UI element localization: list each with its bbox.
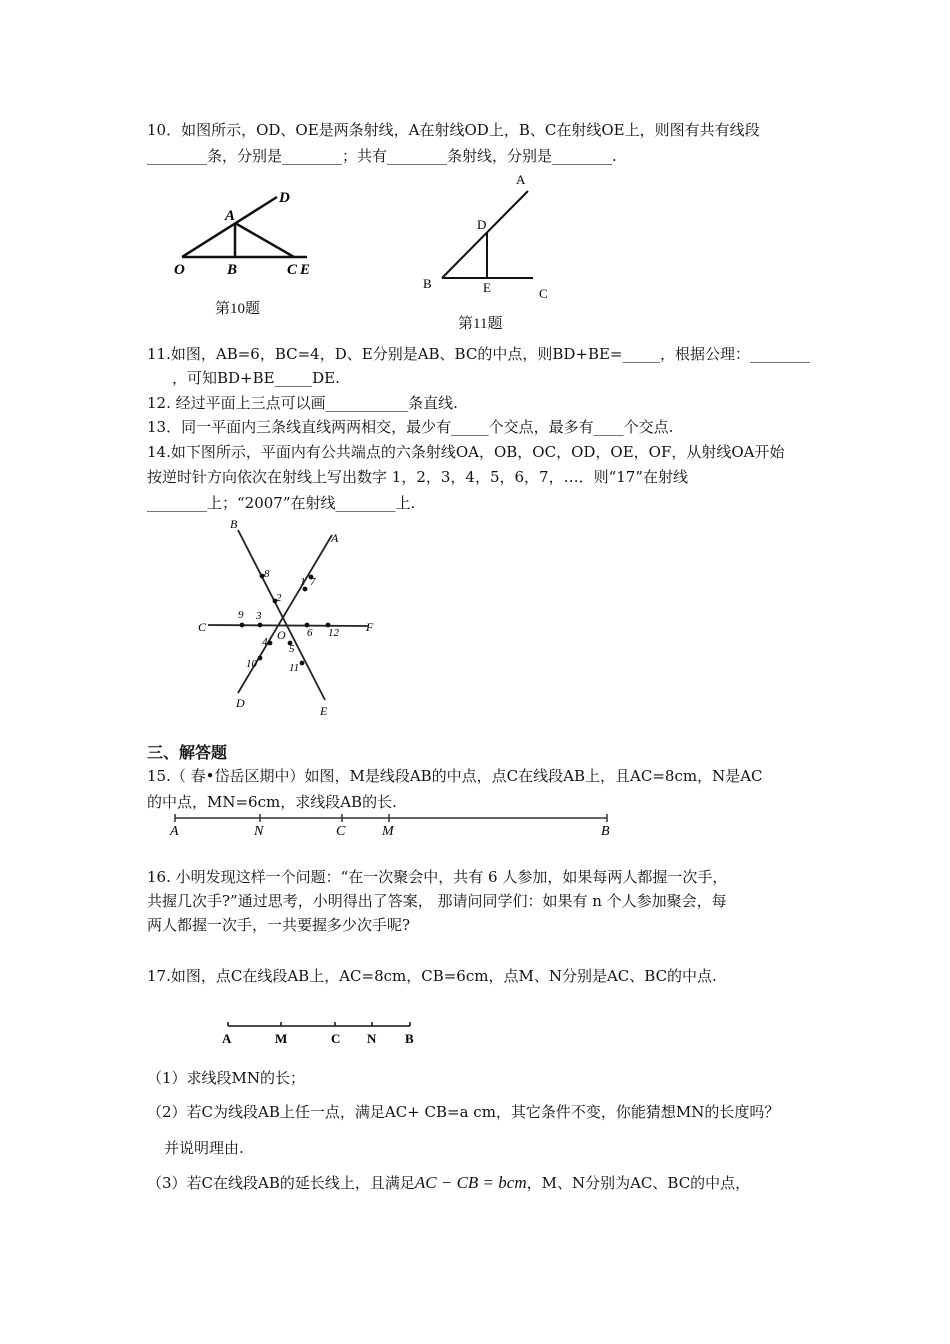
q17-part3 xyxy=(147,1173,750,1193)
q14-line3: ________上；“2007”在射线________上. xyxy=(147,494,416,512)
q11-label-a: A xyxy=(516,172,526,187)
q14-num-7: 7 xyxy=(310,576,316,588)
q17-label-a: A xyxy=(222,1031,232,1046)
q10-segment-ac xyxy=(235,223,294,257)
q11-label-d: D xyxy=(477,217,487,232)
q16-line3: 两人都握一次手，一共要握多少次手呢? xyxy=(147,916,411,934)
q14-num-12: 12 xyxy=(328,627,339,639)
q14-label-f: F xyxy=(366,620,374,634)
q14-point-3 xyxy=(258,623,263,628)
q17-part3-prefix: （3）若C在线段AB的延长线上，且满足 xyxy=(147,1174,415,1192)
q14-line-cf xyxy=(208,625,368,626)
q14-point-10 xyxy=(258,656,263,661)
q10-caption: 第10题 xyxy=(215,301,261,317)
q14-point-11 xyxy=(300,661,305,666)
q14-num-5: 5 xyxy=(289,643,295,655)
q14-num-3: 3 xyxy=(256,610,262,622)
q11-figure xyxy=(415,168,575,308)
q17-part3-formula: AC − CB = bcm xyxy=(414,1173,527,1192)
q16-line2: 共握几次手?”通过思考，小明得出了答案， 那请问同学们：如果有 n 个人参加聚会，每 xyxy=(147,892,727,910)
q14-num-4: 4 xyxy=(262,636,268,648)
q11-label-b: B xyxy=(423,276,432,291)
q15-line1: 15.（ 春•岱岳区期中）如图，M是线段AB的中点，点C在线段AB上，且AC=8cm，N是AC xyxy=(147,767,763,785)
q14-figure xyxy=(190,515,390,720)
q11-label-e: E xyxy=(483,280,491,295)
q14-num-11: 11 xyxy=(289,662,300,674)
q17-figure xyxy=(215,1018,425,1048)
q14-label-o: O xyxy=(277,628,286,642)
q14-line2: 按逆时针方向依次在射线上写出数字 1，2，3，4，5，6，7，…．则“17”在射线 xyxy=(147,468,688,486)
q14-line1: 14.如下图所示，平面内有公共端点的六条射线OA，OB，OC，OD，OE，OF，从射线OA开始 xyxy=(147,443,785,461)
q11-label-c: C xyxy=(539,286,548,301)
q17-label-n: N xyxy=(367,1031,377,1046)
q10-label-b: B xyxy=(227,262,238,278)
q15-line2: 的中点，MN=6cm，求线段AB的长. xyxy=(147,793,397,811)
q15-label-m: M xyxy=(382,824,394,838)
q14-label-d: D xyxy=(236,696,245,710)
q11-line1: 11.如图，AB=6，BC=4，D、E分别是AB、BC的中点，则BD+BE=_____，根据公理：________ xyxy=(147,345,810,363)
q14-num-1: 1 xyxy=(300,576,306,588)
q10-label-o: O xyxy=(174,262,185,278)
q11-line2: ，可知BD+BE_____DE. xyxy=(172,369,340,387)
q14-num-2: 2 xyxy=(276,592,282,604)
q17-label-m: M xyxy=(275,1031,288,1046)
q14-points xyxy=(240,574,331,666)
q17-part2: （2）若C为线段AB上任一点，满足AC+ CB=a cm，其它条件不变，你能猜想MN的长度吗？ xyxy=(147,1103,780,1121)
q17-part2-cont: 并说明理由. xyxy=(164,1139,244,1157)
q15-figure xyxy=(165,812,625,838)
q14-label-a: A xyxy=(331,531,339,545)
q10-label-a: A xyxy=(225,208,236,224)
q15-label-b: B xyxy=(601,824,610,838)
q11-caption: 第11题 xyxy=(458,316,503,332)
q10-label-c: C xyxy=(287,262,298,278)
q17-line1: 17.如图，点C在线段AB上，AC=8cm，CB=6cm，点M、N分别是AC、BC的中点. xyxy=(147,967,717,985)
q10-label-e: E xyxy=(300,262,311,278)
q17-part3-suffix: ，M、N分别为AC、BC的中点， xyxy=(526,1174,751,1192)
q10-line1: 10．如图所示，OD、OE是两条射线，A在射线OD上，B、C在射线OE上，则图有共有线段 xyxy=(147,121,760,139)
q14-num-9: 9 xyxy=(238,609,244,621)
q14-point-4 xyxy=(268,641,273,646)
q10-line2: ________条，分别是________；共有________条射线，分别是________. xyxy=(147,147,617,165)
q14-line-be xyxy=(238,530,325,700)
q15-label-c: C xyxy=(336,824,346,838)
q14-num-10: 10 xyxy=(246,658,257,670)
q14-label-e: E xyxy=(320,704,328,718)
q14-label-b: B xyxy=(230,517,238,531)
q13-text: 13．同一平面内三条线直线两两相交，最少有_____个交点，最多有____个交点. xyxy=(147,418,674,436)
q14-num-8: 8 xyxy=(264,568,270,580)
q11-ray-ba xyxy=(442,191,528,278)
q17-label-c: C xyxy=(331,1031,341,1046)
q10-figure xyxy=(165,180,325,280)
q16-line1: 16. 小明发现这样一个问题：“在一次聚会中，共有 6 人参加，如果每两人都握一次手， xyxy=(147,868,728,886)
q14-num-6: 6 xyxy=(307,627,313,639)
q12-text: 12. 经过平面上三点可以画___________条直线. xyxy=(147,394,458,412)
q17-part1: （1）求线段MN的长； xyxy=(147,1069,306,1087)
section-title: 三、解答题 xyxy=(147,743,228,762)
q17-label-b: B xyxy=(405,1031,414,1046)
q15-label-a: A xyxy=(170,824,179,838)
q14-label-c: C xyxy=(198,620,207,634)
q10-label-d: D xyxy=(279,190,290,206)
q10-ray-od xyxy=(182,197,277,257)
q15-label-n: N xyxy=(254,824,264,838)
q14-point-9 xyxy=(240,623,245,628)
